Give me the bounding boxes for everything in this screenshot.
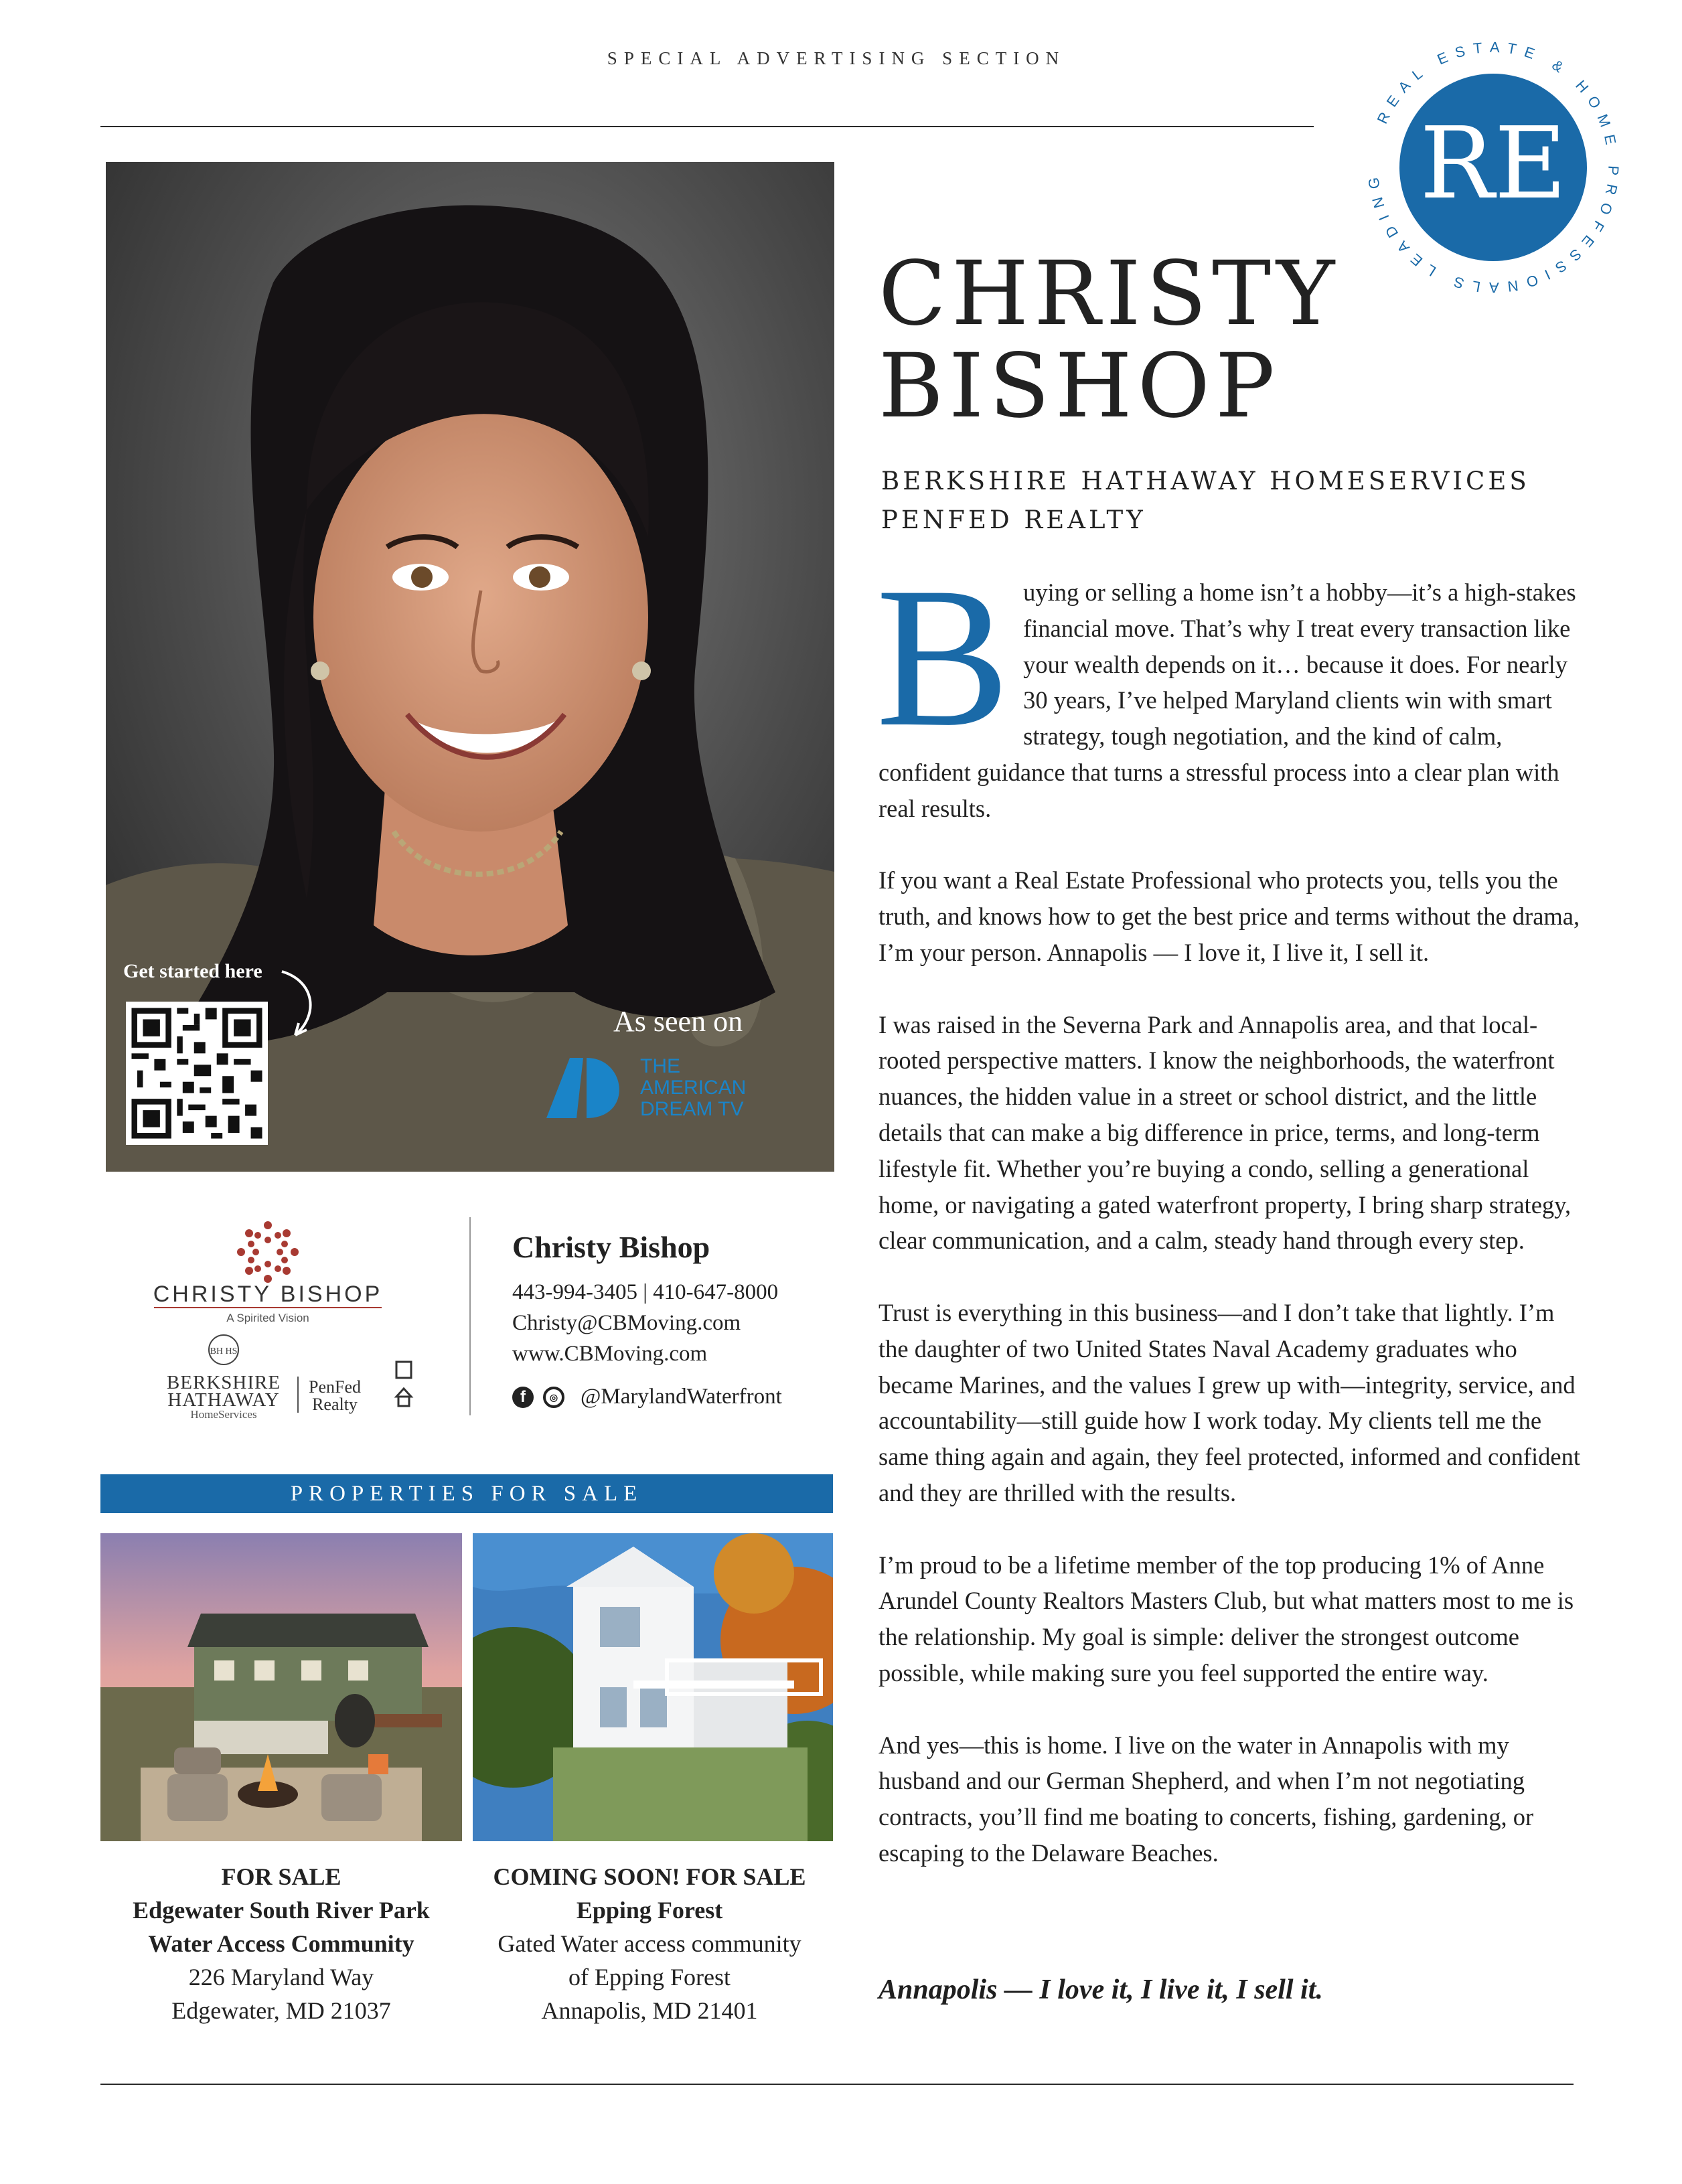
social-handle[interactable]: @MarylandWaterfront [581, 1385, 782, 1409]
as-seen-on-label: As seen on [613, 1005, 743, 1038]
top-divider [100, 126, 1314, 127]
re-badge-logo [1353, 27, 1634, 308]
bhhs-penfed-logo [161, 1332, 415, 1419]
contact-divider [469, 1217, 471, 1415]
curved-arrow-icon [279, 968, 319, 1042]
agent-bio [876, 546, 1590, 1907]
christy-bishop-logo [134, 1212, 402, 1326]
facebook-icon[interactable]: f [512, 1387, 534, 1408]
property-name-line2: Gated Water access community [498, 1930, 801, 1957]
equal-housing-icon [396, 1389, 411, 1406]
property-name-line1: Epping Forest [576, 1897, 723, 1924]
bhhs-mark: BH HS [210, 1346, 238, 1356]
bhhs-line2: HATHAWAY [167, 1389, 280, 1411]
closing-tagline: Annapolis — I love it, I live it, I sell it. [878, 1974, 1323, 2005]
property-card-edgewater [94, 1860, 469, 2027]
property-name-line1: Edgewater South River Park [133, 1897, 430, 1924]
property-status: COMING SOON! FOR SALE [493, 1863, 806, 1890]
property-card-epping-forest [462, 1860, 837, 2027]
qr-prompt-label: Get started here [123, 960, 262, 982]
brokerage-name [881, 462, 1530, 540]
drop-cap: B [876, 546, 1010, 768]
property-photo-edgewater[interactable] [100, 1533, 462, 1841]
property-photo-epping-forest[interactable] [473, 1533, 833, 1841]
tv-logo-line1: THE [640, 1055, 680, 1077]
contact-email[interactable]: Christy@CBMoving.com [512, 1311, 741, 1335]
penfed-line1: PenFed [309, 1377, 361, 1397]
tv-logo-line2: AMERICAN [640, 1077, 747, 1099]
bio-paragraph-text: uying or selling a home isn’t a hobby—it’s a high-stakes financial move. That’s why I treat every transaction like your wealth depends on it… because it does. For nearly 30 years, I’ve helped Maryland clients win with smart strategy, tough negotiation, and the kind of calm, confident guidance that turns a stressful process into a clear plan with real results. [878, 578, 1576, 822]
properties-heading: PROPERTIES FOR SALE [100, 1474, 833, 1513]
property-address2: Edgewater, MD 21037 [171, 1997, 391, 2024]
property-address2: Annapolis, MD 21401 [541, 1997, 758, 2024]
bhhs-line3: HomeServices [190, 1408, 257, 1419]
bhhs-line1: BERKSHIRE [166, 1372, 281, 1393]
qr-code[interactable] [126, 1002, 268, 1145]
re-ring-text: REAL ESTATE & HOME PROFESSIONALS LEADING [1364, 38, 1622, 297]
property-address1: 226 Maryland Way [188, 1964, 374, 1991]
contact-phone[interactable]: 443-994-3405 | 410-647-8000 [512, 1280, 779, 1304]
contact-name: Christy Bishop [512, 1230, 710, 1264]
bio-paragraph: And yes—this is home. I live on the water in Annapolis with my husband and our German Shepherd, and when I’m not negotiating contracts, you’ll find me boating to concerts, fishing, gardening, or escaping to the Delaware Beaches. [878, 1731, 1534, 1867]
bio-paragraph: I’m proud to be a lifetime member of the top producing 1% of Anne Arundel County Realtors Masters Club, but what matters most to me is the relationship. My goal is simple: deliver the strongest outcome possible, while making sure you feel supported the entire way. [878, 1551, 1574, 1687]
brokerage-line1: BERKSHIRE HATHAWAY HOMESERVICES [881, 467, 1530, 495]
contact-website[interactable]: www.CBMoving.com [512, 1342, 708, 1366]
agent-last-name: BISHOP [878, 335, 1280, 438]
bio-paragraph: Trust is everything in this business—and I don’t take that lightly. I’m the daughter of two United States Naval Academy graduates who became Marines, and the values I grew up with—integrity, service, and accountability—still guide how I work today. My clients tell me the same thing again and again, they feel protected, informed and confident and they are thrilled with the results. [878, 1298, 1580, 1506]
american-dream-tv-logo [540, 1051, 794, 1125]
realtor-icon [396, 1362, 411, 1378]
property-address1: of Epping Forest [568, 1964, 731, 1991]
penfed-line2: Realty [312, 1395, 358, 1414]
agent-name-heading [878, 242, 1341, 438]
property-status: FOR SALE [221, 1863, 341, 1890]
bio-paragraph [876, 546, 1590, 827]
section-label: SPECIAL ADVERTISING SECTION [607, 48, 1066, 68]
instagram-icon[interactable]: ◎ [543, 1387, 564, 1408]
property-name-line2: Water Access Community [148, 1930, 414, 1957]
bottom-divider [100, 2084, 1574, 2085]
tv-logo-line3: DREAM TV [640, 1098, 744, 1120]
contact-social[interactable] [512, 1385, 782, 1409]
brokerage-line2: PENFED REALTY [881, 505, 1146, 534]
cb-logo-name: CHRISTY BISHOP [153, 1281, 383, 1307]
cb-logo-tagline: A Spirited Vision [226, 1312, 309, 1324]
bio-paragraph: If you want a Real Estate Professional who protects you, tells you the truth, and knows how to get the best price and terms without the drama, I’m your person. Annapolis — I love it, I live it, I sell it. [878, 866, 1580, 966]
agent-first-name: CHRISTY [878, 242, 1341, 345]
re-monogram: RE [1420, 106, 1567, 221]
bio-paragraph: I was raised in the Severna Park and Annapolis area, and that local-rooted perspective matters. I know the neighborhoods, the waterfront nuances, the hidden value in a street or school district, and the little details that can make a big difference in price, terms, and long-term lifestyle fit. Whether you’re buying a condo, selling a generational home, or navigating a gated waterfront property, I bring sharp strategy, clear communication, and a calm, steady hand through every step. [878, 1010, 1572, 1255]
